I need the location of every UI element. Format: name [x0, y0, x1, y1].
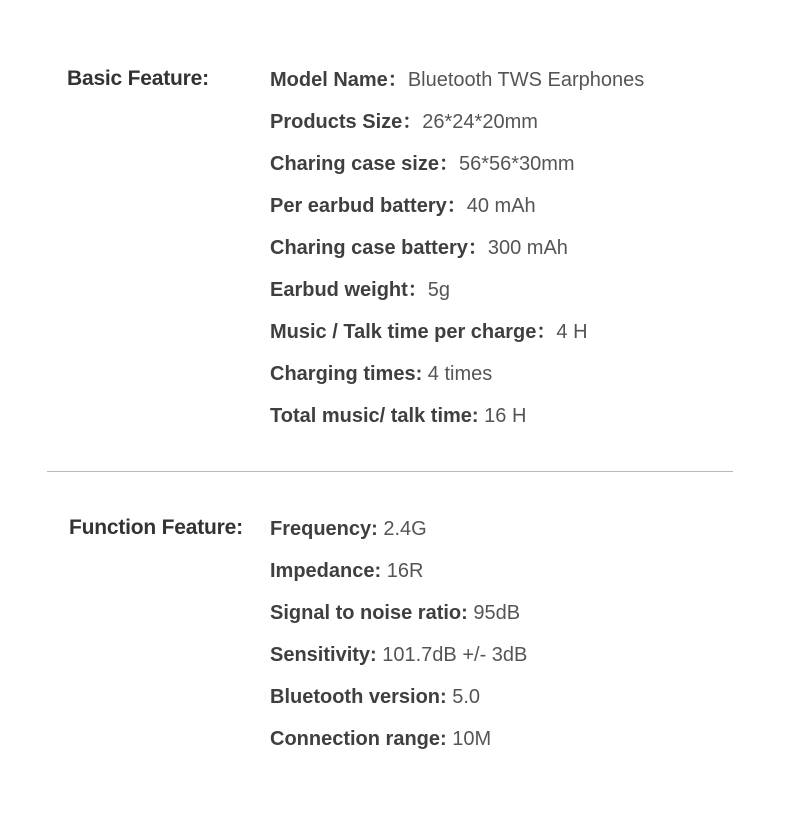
spec-label: Frequency: [270, 518, 378, 540]
spec-row-snr [270, 600, 527, 642]
spec-row-case-battery [270, 235, 644, 277]
basic-feature-title: Basic Feature: [67, 67, 209, 90]
spec-label: Impedance: [270, 560, 382, 582]
spec-label: Charing case battery： [270, 237, 488, 259]
spec-row-talk-time [270, 319, 644, 361]
spec-label: Total music/ talk time: [270, 405, 479, 427]
spec-label: Earbud weight： [270, 279, 428, 301]
spec-value: 5g [427, 279, 451, 301]
spec-label: Charing case size： [270, 153, 459, 175]
spec-row-earbud-weight [270, 277, 644, 319]
spec-value: 4 times [422, 363, 493, 385]
section-divider [47, 471, 733, 472]
spec-label: Products Size： [270, 111, 423, 133]
spec-value: 10M [446, 728, 492, 750]
spec-value: 16R [381, 560, 424, 582]
spec-label: Sensitivity: [270, 644, 377, 666]
spec-label: Music / Talk time per charge： [270, 321, 557, 343]
spec-label: Per earbud battery： [270, 195, 467, 217]
spec-row-model-name [270, 67, 644, 109]
spec-label: Bluetooth version: [270, 686, 447, 708]
function-feature-title: Function Feature: [69, 516, 243, 539]
spec-row-impedance [270, 558, 527, 600]
spec-row-charging-times [270, 361, 644, 403]
spec-value: 300 mAh [487, 237, 568, 259]
spec-row-frequency [270, 516, 527, 558]
spec-value: 16 H [478, 405, 527, 427]
spec-row-connection-range [270, 726, 527, 768]
spec-value: 56*56*30mm [458, 153, 575, 175]
spec-value: 95dB [467, 602, 521, 624]
spec-value: Bluetooth TWS Earphones [407, 69, 645, 91]
spec-row-total-time [270, 403, 644, 445]
spec-row-sensitivity [270, 642, 527, 684]
spec-value: 2.4G [377, 518, 427, 540]
spec-row-case-size [270, 151, 644, 193]
spec-label: Charging times: [270, 363, 423, 385]
spec-row-earbud-battery [270, 193, 644, 235]
spec-value: 101.7dB +/- 3dB [376, 644, 528, 666]
basic-spec-list [270, 67, 644, 445]
spec-value: 5.0 [446, 686, 481, 708]
spec-value: 26*24*20mm [422, 111, 538, 133]
spec-row-bluetooth-version [270, 684, 527, 726]
spec-label: Connection range: [270, 728, 447, 750]
spec-label: Model Name： [270, 69, 408, 91]
spec-value: 40 mAh [466, 195, 536, 217]
function-spec-list [270, 516, 527, 768]
spec-label: Signal to noise ratio: [270, 602, 468, 624]
spec-row-products-size [270, 109, 644, 151]
spec-value: 4 H [556, 321, 588, 343]
